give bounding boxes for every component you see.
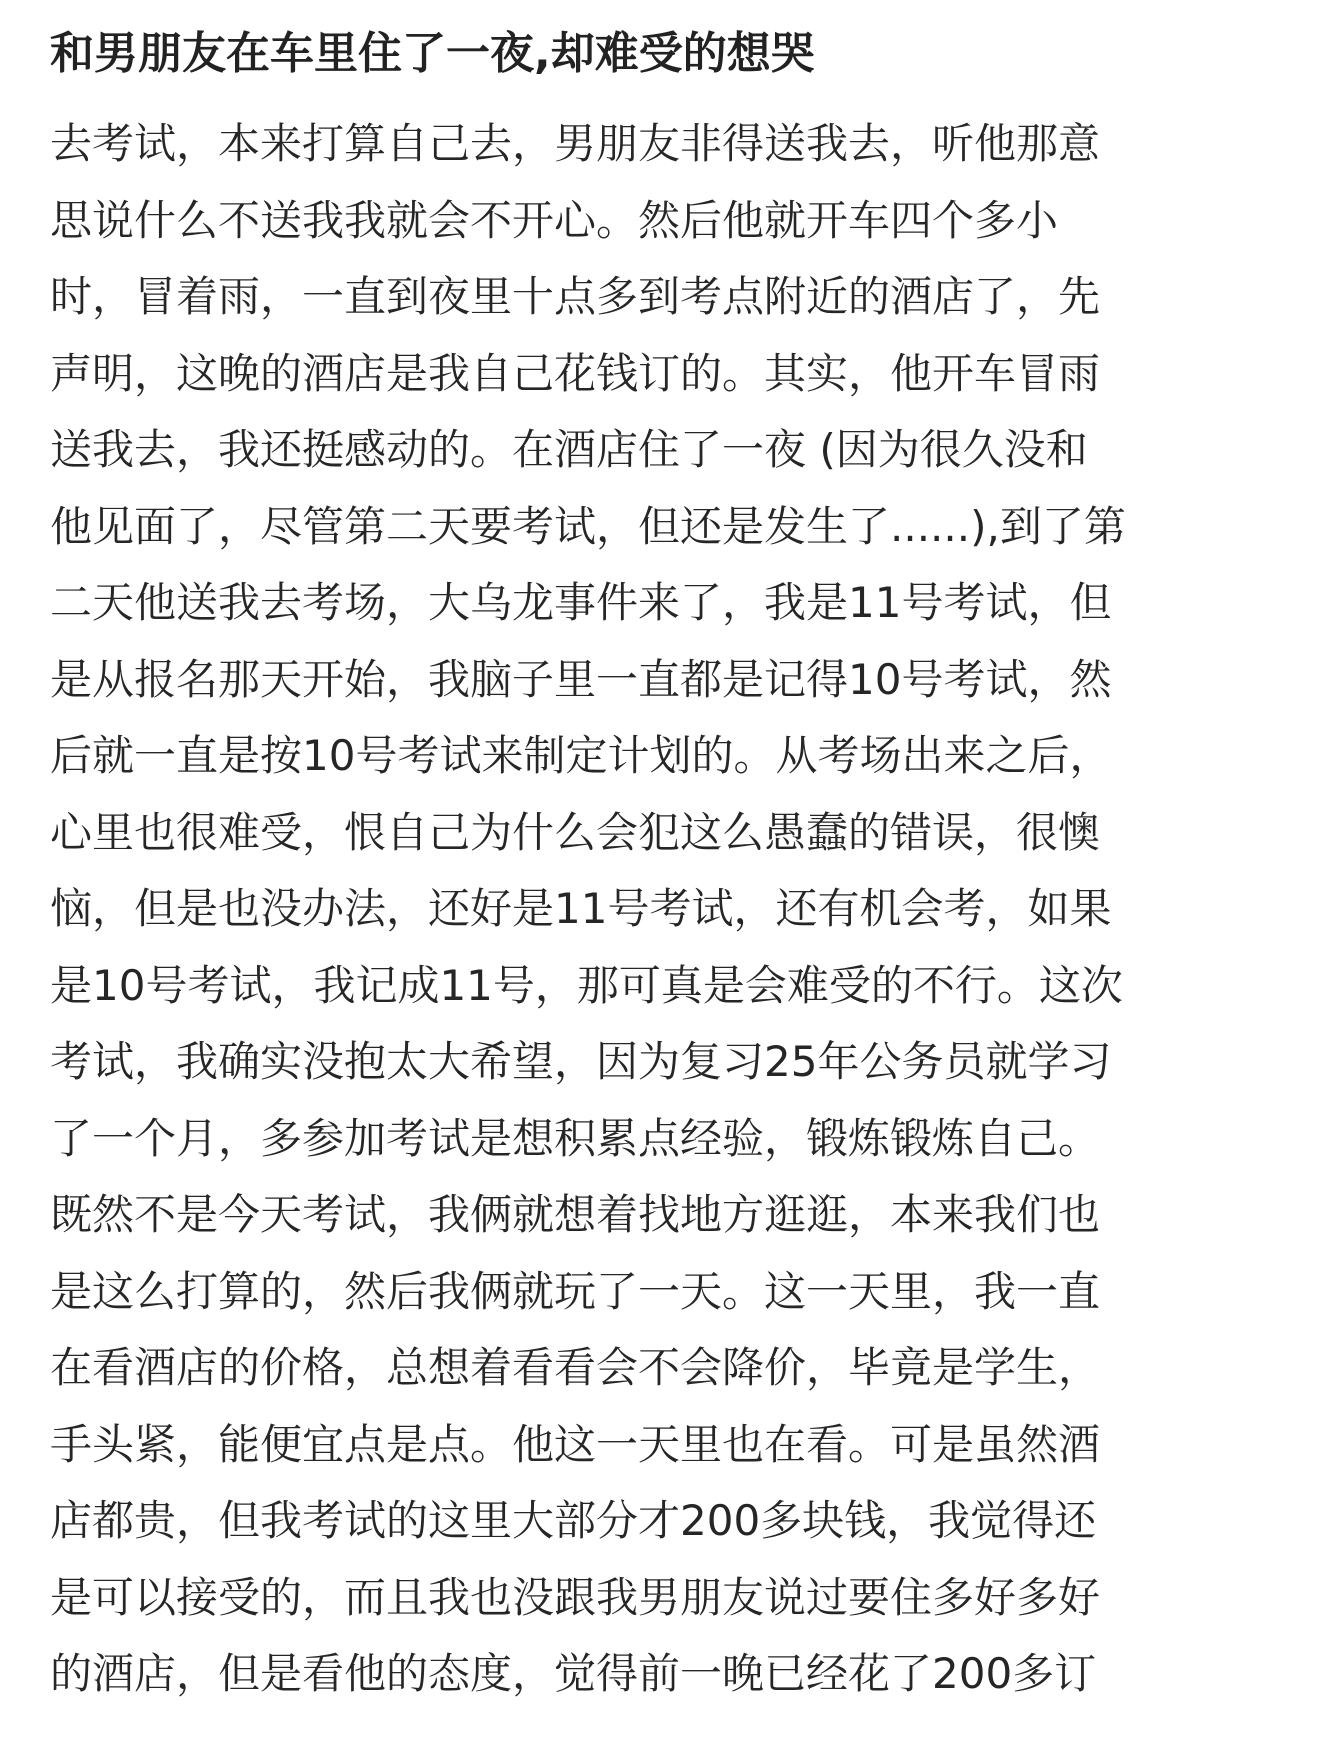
post-body-line: 恼，但是也没办法，还好是11号考试，还有机会考，如果 — [50, 884, 1112, 933]
post-body-line: 时，冒着雨，一直到夜里十点多到考点附近的酒店了，先 — [50, 272, 1101, 321]
post-body-line: 送我去，我还挺感动的。在酒店住了一夜 (因为很久没和 — [50, 425, 1088, 474]
post-body-line: 手头紧，能便宜点是点。他这一天里也在看。可是虽然酒 — [50, 1419, 1101, 1469]
post-body-line: 是这么打算的，然后我俩就玩了一天。这一天里，我一直 — [50, 1266, 1101, 1316]
post-body-line: 是可以接受的，而且我也没跟我男朋友说过要住多好多好 — [50, 1572, 1101, 1622]
post-body-line: 思说什么不送我我就会不开心。然后他就开车四个多小 — [50, 195, 1059, 245]
post-body-line: 店都贵，但我考试的这里大部分才200多块钱，我觉得还 — [50, 1496, 1097, 1545]
post-body-line: 后就一直是按10号考试来制定计划的。从考场出来之后， — [50, 731, 1112, 780]
post-body-line: 考试，我确实没抱太大希望，因为复习25年公务员就学习 — [50, 1037, 1112, 1086]
post-body — [50, 106, 1268, 1713]
post-body-line: 是从报名那天开始，我脑子里一直都是记得10号考试，然 — [50, 654, 1112, 704]
post-body-line: 既然不是今天考试，我俩就想着找地方逛逛，本来我们也 — [50, 1190, 1101, 1239]
post-body-line: 声明，这晚的酒店是我自己花钱订的。其实，他开车冒雨 — [50, 348, 1101, 398]
post-body-line: 心里也很难受，恨自己为什么会犯这么愚蠢的错误，很懊 — [50, 807, 1101, 857]
post-body-line: 去考试，本来打算自己去，男朋友非得送我去，听他那意 — [50, 119, 1101, 168]
post-body-line: 是10号考试，我记成11号，那可真是会难受的不行。这次 — [50, 960, 1123, 1010]
post-body-line: 他见面了，尽管第二天要考试，但还是发生了......),到了第 — [50, 501, 1126, 551]
post-title: 和男朋友在车里住了一夜,却难受的想哭 — [50, 28, 815, 79]
post-body-line: 的酒店，但是看他的态度，觉得前一晚已经花了200多订 — [50, 1649, 1097, 1698]
post-body-line: 在看酒店的价格，总想着看看会不会降价，毕竟是学生， — [50, 1343, 1101, 1392]
post-body-line: 二天他送我去考场，大乌龙事件来了，我是11号考试，但 — [50, 578, 1112, 627]
post-body-line: 了一个月，多参加考试是想积累点经验，锻炼锻炼自己。 — [50, 1113, 1101, 1163]
